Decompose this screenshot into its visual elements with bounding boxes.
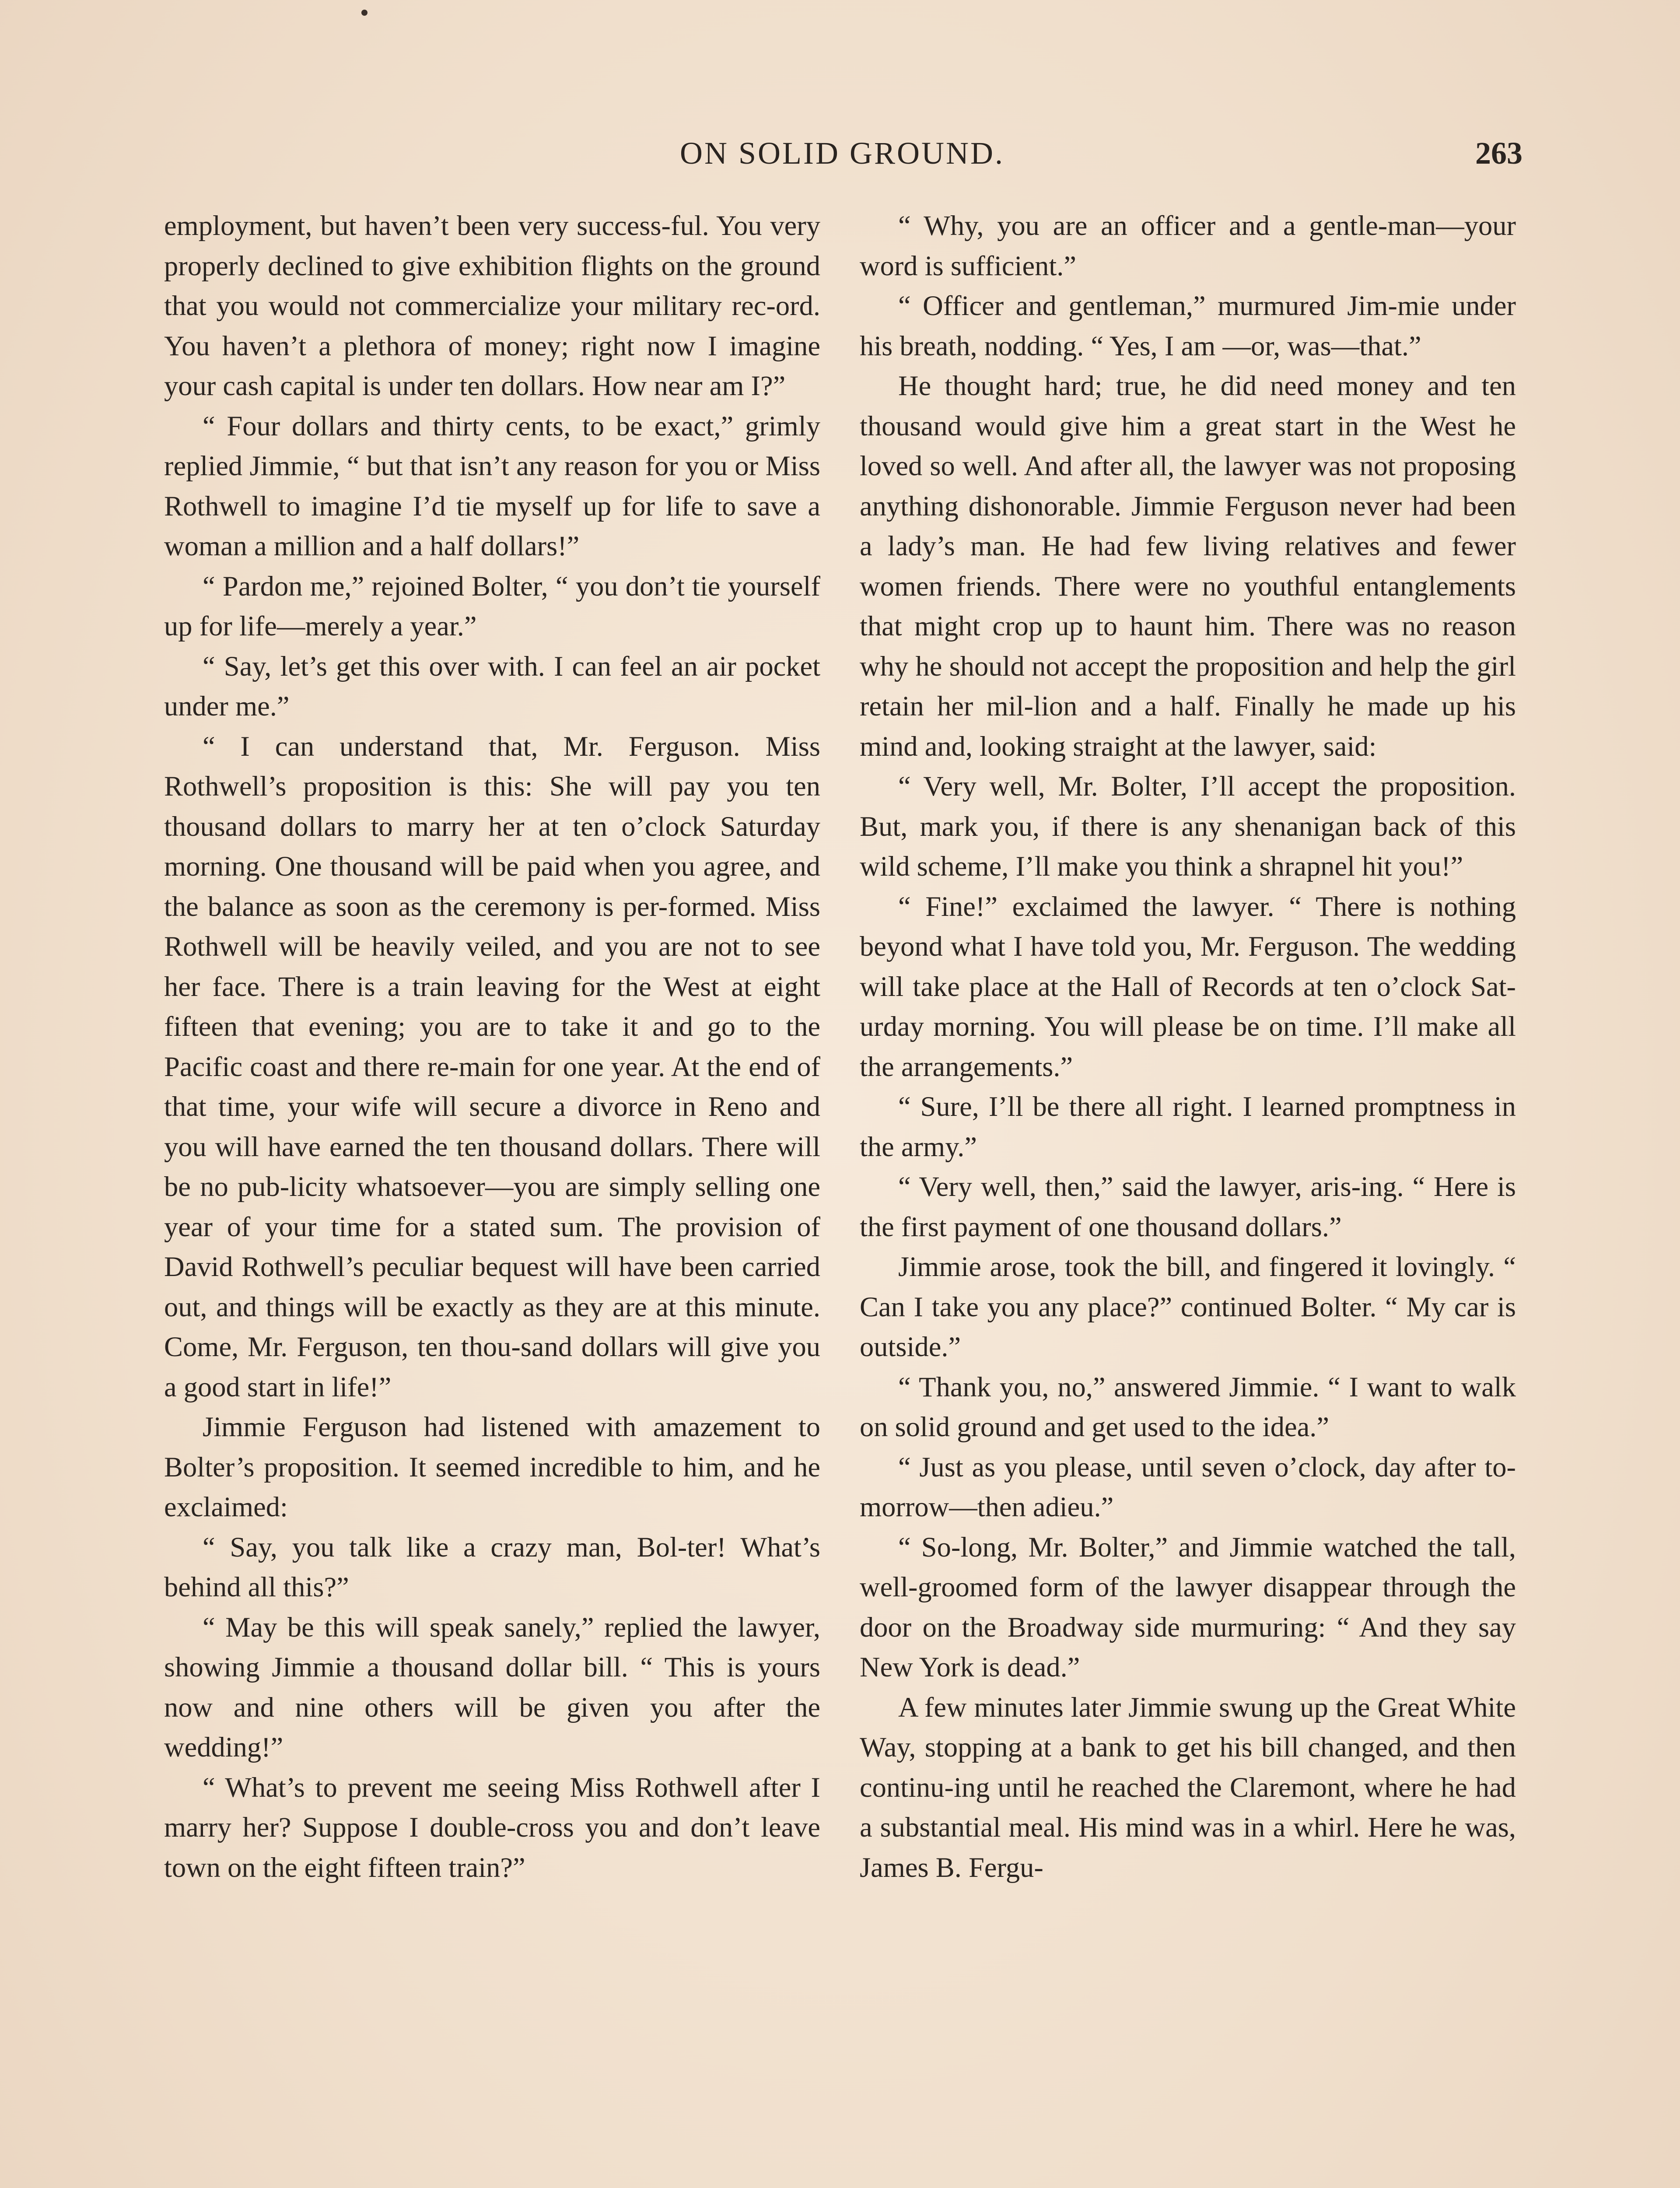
paragraph: employment, but haven’t been very success-ful. You very properly declined to give exhibition flights on the ground that you would not commercialize your military rec-ord. You haven’t a plethora of money; right now I imagine your cash capital is under ten dollars. How near am I?” bbox=[164, 210, 820, 401]
paragraph: “ Very well, Mr. Bolter, I’ll accept the proposition. But, mark you, if there is any shenanigan back of this wild scheme, I’ll make you think a shrapnel hit you!” bbox=[860, 771, 1516, 882]
left-column bbox=[164, 206, 820, 1887]
paragraph: “ Pardon me,” rejoined Bolter, “ you don’t tie yourself up for life—merely a year.” bbox=[164, 570, 820, 642]
paragraph: “ I can understand that, Mr. Ferguson. Miss Rothwell’s proposition is this: She will pay you ten thousand dollars to marry her at ten o’clock Saturday morning. One thousand will be paid when you agree, and the balance as soon as the ceremony is per-formed. Miss Rothwell will be heavily veiled, and you are not to see her face. There is a train leaving for the West at eight fifteen that evening; you are to take it and go to the Pacific coast and there re-main for one year. At the end of that time, your wife will secure a divorce in Reno and you will have earned the ten thousand dollars. There will be no pub-licity whatsoever—you are simply selling one year of your time for a stated sum. The provision of David Rothwell’s peculiar bequest will have been carried out, and things will be exactly as they are at this minute. Come, Mr. Ferguson, ten thou-sand dollars will give you a good start in life!” bbox=[164, 730, 820, 1403]
paragraph: “ Sure, I’ll be there all right. I learned promptness in the army.” bbox=[860, 1091, 1516, 1162]
paragraph: Jimmie Ferguson had listened with amazement to Bolter’s proposition. It seemed incredible to him, and he exclaimed: bbox=[164, 1411, 820, 1522]
paragraph: “ Four dollars and thirty cents, to be exact,” grimly replied Jimmie, “ but that isn’t any reason for you or Miss Rothwell to imagine I’d tie myself up for life to save a woman a million and a half dollars!” bbox=[164, 410, 820, 561]
paragraph: “ Officer and gentleman,” murmured Jim-mie under his breath, nodding. “ Yes, I am —or, was—that.” bbox=[860, 290, 1516, 361]
paragraph: “ Say, you talk like a crazy man, Bol-ter! What’s behind all this?” bbox=[164, 1531, 820, 1602]
paragraph: He thought hard; true, he did need money and ten thousand would give him a great start in the West he loved so well. And after all, the lawyer was not proposing anything dishonorable. Jimmie Ferguson never had been a lady’s man. He had few living relatives and fewer women friends. There were no youthful entanglements that might crop up to haunt him. There was no reason why he should not accept the proposition and help the girl retain her mil-lion and a half. Finally he made up his mind and, looking straight at the lawyer, said: bbox=[860, 370, 1516, 762]
page-number: 263 bbox=[1475, 136, 1522, 171]
paragraph: “ Very well, then,” said the lawyer, aris-ing. “ Here is the first payment of one thousand dollars.” bbox=[860, 1171, 1516, 1242]
right-column bbox=[860, 206, 1516, 1887]
running-title: ON SOLID GROUND. bbox=[680, 136, 1004, 171]
paragraph: “ What’s to prevent me seeing Miss Rothwell after I marry her? Suppose I double-cross you and don’t leave town on the eight fifteen train?” bbox=[164, 1771, 820, 1883]
paragraph: “ So-long, Mr. Bolter,” and Jimmie watched the tall, well-groomed form of the lawyer disappear through the door on the Broadway side murmuring: “ And they say New York is dead.” bbox=[860, 1531, 1516, 1683]
paragraph: Jimmie arose, took the bill, and fingered it lovingly. “ Can I take you any place?” continued Bolter. “ My car is outside.” bbox=[860, 1251, 1516, 1362]
paragraph: “ Just as you please, until seven o’clock, day after to-morrow—then adieu.” bbox=[860, 1451, 1516, 1522]
paragraph: “ Thank you, no,” answered Jimmie. “ I want to walk on solid ground and get used to the idea.” bbox=[860, 1371, 1516, 1442]
paragraph: “ Fine!” exclaimed the lawyer. “ There is nothing beyond what I have told you, Mr. Ferguson. The wedding will take place at the Hall of Records at ten o’clock Sat-urday morning. You will please be on time. I’ll make all the arrangements.” bbox=[860, 891, 1516, 1082]
paragraph: “ May be this will speak sanely,” replied the lawyer, showing Jimmie a thousand dollar bill. “ This is yours now and nine others will be given you after the wedding!” bbox=[164, 1611, 820, 1763]
paragraph: A few minutes later Jimmie swung up the Great White Way, stopping at a bank to get his bill changed, and then continu-ing until he reached the Claremont, where he had a substantial meal. His mind was in a whirl. Here he was, James B. Fergu- bbox=[860, 1691, 1516, 1883]
ink-speck bbox=[361, 10, 368, 16]
paragraph: “ Why, you are an officer and a gentle-man—your word is sufficient.” bbox=[860, 210, 1516, 281]
page-header bbox=[162, 131, 1522, 179]
paragraph: “ Say, let’s get this over with. I can feel an air pocket under me.” bbox=[164, 650, 820, 722]
